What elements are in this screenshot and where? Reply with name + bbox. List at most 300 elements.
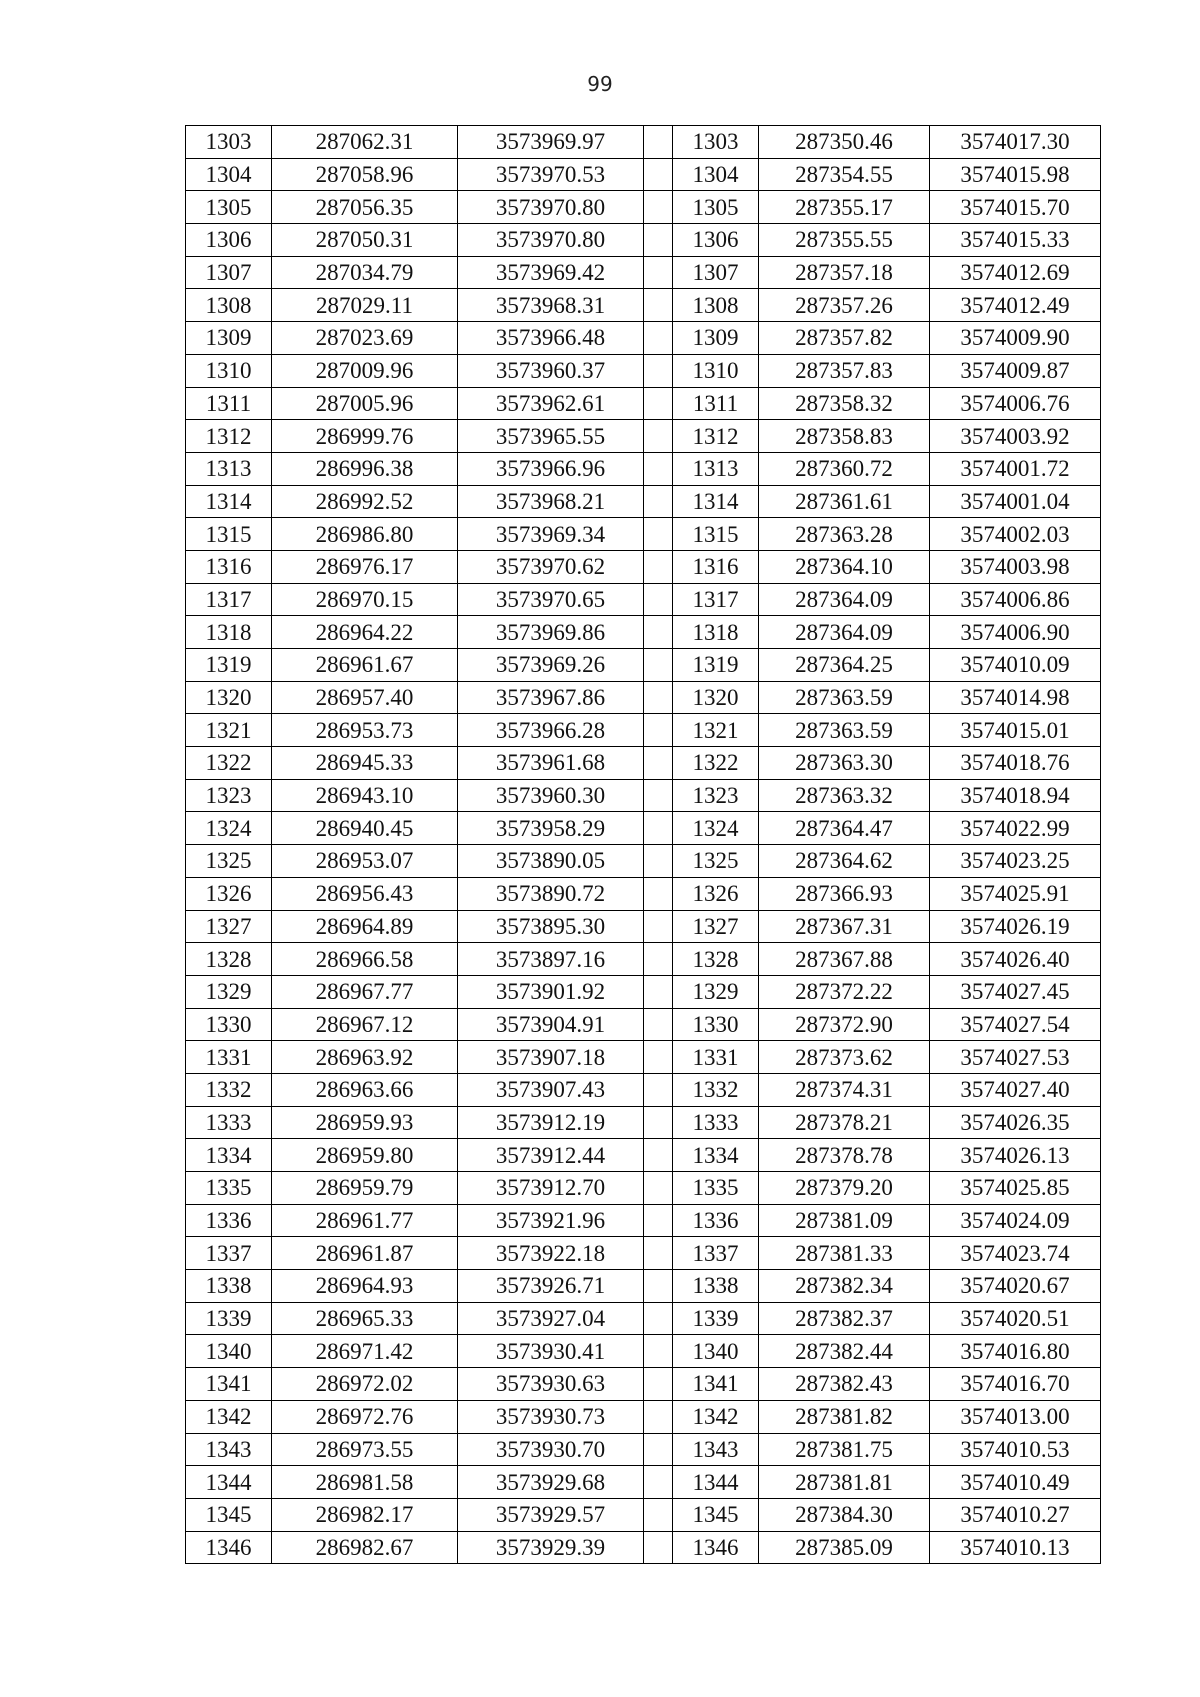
right-x-coordinate-cell: 287381.82	[759, 1400, 930, 1433]
right-point-number-cell: 1338	[673, 1270, 759, 1303]
left-point-number-cell: 1306	[186, 224, 272, 257]
left-x-coordinate-cell: 286963.66	[272, 1073, 458, 1106]
right-point-number-cell: 1337	[673, 1237, 759, 1270]
separator-cell	[644, 289, 673, 322]
right-x-coordinate-cell: 287381.33	[759, 1237, 930, 1270]
left-y-coordinate-cell: 3573930.41	[458, 1335, 644, 1368]
table-row	[186, 518, 1101, 551]
separator-cell	[644, 1531, 673, 1564]
separator-cell	[644, 485, 673, 518]
left-x-coordinate-cell: 286982.17	[272, 1498, 458, 1531]
right-x-coordinate-cell: 287364.10	[759, 550, 930, 583]
left-point-number-cell: 1335	[186, 1172, 272, 1205]
left-x-coordinate-cell: 286957.40	[272, 681, 458, 714]
separator-cell	[644, 1073, 673, 1106]
right-y-coordinate-cell: 3574025.91	[930, 877, 1101, 910]
right-point-number-cell: 1334	[673, 1139, 759, 1172]
right-point-number-cell: 1304	[673, 158, 759, 191]
left-point-number-cell: 1314	[186, 485, 272, 518]
separator-cell	[644, 354, 673, 387]
right-point-number-cell: 1342	[673, 1400, 759, 1433]
right-point-number-cell: 1333	[673, 1106, 759, 1139]
table-row	[186, 1531, 1101, 1564]
right-y-coordinate-cell: 3574016.70	[930, 1368, 1101, 1401]
table-row	[186, 1270, 1101, 1303]
left-point-number-cell: 1315	[186, 518, 272, 551]
left-x-coordinate-cell: 286967.12	[272, 1008, 458, 1041]
separator-cell	[644, 812, 673, 845]
right-x-coordinate-cell: 287366.93	[759, 877, 930, 910]
left-point-number-cell: 1340	[186, 1335, 272, 1368]
right-point-number-cell: 1310	[673, 354, 759, 387]
right-x-coordinate-cell: 287364.47	[759, 812, 930, 845]
left-y-coordinate-cell: 3573921.96	[458, 1204, 644, 1237]
left-y-coordinate-cell: 3573967.86	[458, 681, 644, 714]
left-point-number-cell: 1333	[186, 1106, 272, 1139]
table-row	[186, 714, 1101, 747]
left-point-number-cell: 1322	[186, 747, 272, 780]
table-row	[186, 975, 1101, 1008]
right-x-coordinate-cell: 287358.32	[759, 387, 930, 420]
separator-cell	[644, 845, 673, 878]
separator-cell	[644, 1368, 673, 1401]
separator-cell	[644, 779, 673, 812]
right-y-coordinate-cell: 3574010.27	[930, 1498, 1101, 1531]
table-row	[186, 191, 1101, 224]
left-x-coordinate-cell: 286961.87	[272, 1237, 458, 1270]
separator-cell	[644, 452, 673, 485]
separator-cell	[644, 714, 673, 747]
right-x-coordinate-cell: 287378.21	[759, 1106, 930, 1139]
left-y-coordinate-cell: 3573958.29	[458, 812, 644, 845]
table-row	[186, 1368, 1101, 1401]
right-x-coordinate-cell: 287379.20	[759, 1172, 930, 1205]
separator-cell	[644, 420, 673, 453]
right-x-coordinate-cell: 287378.78	[759, 1139, 930, 1172]
right-point-number-cell: 1308	[673, 289, 759, 322]
left-y-coordinate-cell: 3573970.80	[458, 191, 644, 224]
right-y-coordinate-cell: 3574001.72	[930, 452, 1101, 485]
left-x-coordinate-cell: 286976.17	[272, 550, 458, 583]
right-y-coordinate-cell: 3574026.40	[930, 943, 1101, 976]
left-point-number-cell: 1345	[186, 1498, 272, 1531]
right-x-coordinate-cell: 287361.61	[759, 485, 930, 518]
left-point-number-cell: 1310	[186, 354, 272, 387]
left-x-coordinate-cell: 286963.92	[272, 1041, 458, 1074]
right-point-number-cell: 1309	[673, 322, 759, 355]
table-row	[186, 224, 1101, 257]
right-y-coordinate-cell: 3574020.67	[930, 1270, 1101, 1303]
table-row	[186, 812, 1101, 845]
separator-cell	[644, 191, 673, 224]
left-point-number-cell: 1319	[186, 649, 272, 682]
table-row	[186, 877, 1101, 910]
table-row	[186, 779, 1101, 812]
right-point-number-cell: 1307	[673, 256, 759, 289]
left-y-coordinate-cell: 3573969.26	[458, 649, 644, 682]
right-x-coordinate-cell: 287357.26	[759, 289, 930, 322]
right-point-number-cell: 1336	[673, 1204, 759, 1237]
left-x-coordinate-cell: 286964.93	[272, 1270, 458, 1303]
right-point-number-cell: 1312	[673, 420, 759, 453]
right-y-coordinate-cell: 3574003.98	[930, 550, 1101, 583]
left-x-coordinate-cell: 286996.38	[272, 452, 458, 485]
right-x-coordinate-cell: 287382.37	[759, 1302, 930, 1335]
left-y-coordinate-cell: 3573929.39	[458, 1531, 644, 1564]
left-x-coordinate-cell: 287056.35	[272, 191, 458, 224]
right-point-number-cell: 1314	[673, 485, 759, 518]
left-y-coordinate-cell: 3573969.42	[458, 256, 644, 289]
right-x-coordinate-cell: 287357.18	[759, 256, 930, 289]
right-x-coordinate-cell: 287381.81	[759, 1466, 930, 1499]
right-y-coordinate-cell: 3574013.00	[930, 1400, 1101, 1433]
right-point-number-cell: 1345	[673, 1498, 759, 1531]
right-point-number-cell: 1317	[673, 583, 759, 616]
left-y-coordinate-cell: 3573960.30	[458, 779, 644, 812]
right-x-coordinate-cell: 287385.09	[759, 1531, 930, 1564]
left-point-number-cell: 1304	[186, 158, 272, 191]
right-y-coordinate-cell: 3574026.35	[930, 1106, 1101, 1139]
left-x-coordinate-cell: 286965.33	[272, 1302, 458, 1335]
right-x-coordinate-cell: 287364.25	[759, 649, 930, 682]
right-y-coordinate-cell: 3574001.04	[930, 485, 1101, 518]
right-point-number-cell: 1341	[673, 1368, 759, 1401]
table-row	[186, 681, 1101, 714]
separator-cell	[644, 583, 673, 616]
left-point-number-cell: 1309	[186, 322, 272, 355]
right-y-coordinate-cell: 3574012.49	[930, 289, 1101, 322]
separator-cell	[644, 224, 673, 257]
right-y-coordinate-cell: 3574006.76	[930, 387, 1101, 420]
coordinates-table-body	[186, 126, 1101, 1564]
left-point-number-cell: 1307	[186, 256, 272, 289]
left-x-coordinate-cell: 287058.96	[272, 158, 458, 191]
left-point-number-cell: 1305	[186, 191, 272, 224]
left-point-number-cell: 1327	[186, 910, 272, 943]
left-x-coordinate-cell: 287009.96	[272, 354, 458, 387]
left-x-coordinate-cell: 286986.80	[272, 518, 458, 551]
right-point-number-cell: 1332	[673, 1073, 759, 1106]
right-y-coordinate-cell: 3574010.09	[930, 649, 1101, 682]
left-x-coordinate-cell: 286982.67	[272, 1531, 458, 1564]
right-y-coordinate-cell: 3574027.45	[930, 975, 1101, 1008]
table-row	[186, 910, 1101, 943]
right-point-number-cell: 1330	[673, 1008, 759, 1041]
table-row	[186, 943, 1101, 976]
table-row	[186, 452, 1101, 485]
separator-cell	[644, 322, 673, 355]
right-x-coordinate-cell: 287364.09	[759, 616, 930, 649]
left-y-coordinate-cell: 3573929.57	[458, 1498, 644, 1531]
right-point-number-cell: 1313	[673, 452, 759, 485]
table-row	[186, 289, 1101, 322]
separator-cell	[644, 975, 673, 1008]
table-row	[186, 1172, 1101, 1205]
right-x-coordinate-cell: 287358.83	[759, 420, 930, 453]
right-point-number-cell: 1311	[673, 387, 759, 420]
left-x-coordinate-cell: 286966.58	[272, 943, 458, 976]
table-row	[186, 420, 1101, 453]
left-point-number-cell: 1308	[186, 289, 272, 322]
right-x-coordinate-cell: 287367.88	[759, 943, 930, 976]
left-y-coordinate-cell: 3573969.86	[458, 616, 644, 649]
right-y-coordinate-cell: 3574003.92	[930, 420, 1101, 453]
right-x-coordinate-cell: 287372.90	[759, 1008, 930, 1041]
table-row	[186, 354, 1101, 387]
right-x-coordinate-cell: 287382.44	[759, 1335, 930, 1368]
left-y-coordinate-cell: 3573901.92	[458, 975, 644, 1008]
right-y-coordinate-cell: 3574014.98	[930, 681, 1101, 714]
right-y-coordinate-cell: 3574027.54	[930, 1008, 1101, 1041]
left-y-coordinate-cell: 3573970.62	[458, 550, 644, 583]
left-y-coordinate-cell: 3573912.19	[458, 1106, 644, 1139]
left-x-coordinate-cell: 287023.69	[272, 322, 458, 355]
separator-cell	[644, 649, 673, 682]
left-x-coordinate-cell: 286981.58	[272, 1466, 458, 1499]
left-point-number-cell: 1344	[186, 1466, 272, 1499]
right-point-number-cell: 1322	[673, 747, 759, 780]
left-x-coordinate-cell: 286953.07	[272, 845, 458, 878]
table-row	[186, 845, 1101, 878]
left-x-coordinate-cell: 286959.80	[272, 1139, 458, 1172]
separator-cell	[644, 1204, 673, 1237]
left-y-coordinate-cell: 3573922.18	[458, 1237, 644, 1270]
right-point-number-cell: 1306	[673, 224, 759, 257]
right-x-coordinate-cell: 287364.09	[759, 583, 930, 616]
separator-cell	[644, 387, 673, 420]
left-y-coordinate-cell: 3573965.55	[458, 420, 644, 453]
right-point-number-cell: 1305	[673, 191, 759, 224]
left-point-number-cell: 1343	[186, 1433, 272, 1466]
separator-cell	[644, 126, 673, 159]
left-x-coordinate-cell: 286967.77	[272, 975, 458, 1008]
right-point-number-cell: 1346	[673, 1531, 759, 1564]
table-row	[186, 485, 1101, 518]
left-y-coordinate-cell: 3573962.61	[458, 387, 644, 420]
left-y-coordinate-cell: 3573966.96	[458, 452, 644, 485]
left-point-number-cell: 1346	[186, 1531, 272, 1564]
right-y-coordinate-cell: 3574015.70	[930, 191, 1101, 224]
right-x-coordinate-cell: 287373.62	[759, 1041, 930, 1074]
separator-cell	[644, 747, 673, 780]
right-point-number-cell: 1320	[673, 681, 759, 714]
left-y-coordinate-cell: 3573968.31	[458, 289, 644, 322]
right-x-coordinate-cell: 287374.31	[759, 1073, 930, 1106]
separator-cell	[644, 1008, 673, 1041]
left-point-number-cell: 1338	[186, 1270, 272, 1303]
separator-cell	[644, 158, 673, 191]
left-y-coordinate-cell: 3573904.91	[458, 1008, 644, 1041]
separator-cell	[644, 1466, 673, 1499]
table-row	[186, 1335, 1101, 1368]
left-y-coordinate-cell: 3573969.97	[458, 126, 644, 159]
separator-cell	[644, 1172, 673, 1205]
separator-cell	[644, 1237, 673, 1270]
coordinates-table	[185, 125, 1101, 1564]
right-point-number-cell: 1319	[673, 649, 759, 682]
left-x-coordinate-cell: 286959.79	[272, 1172, 458, 1205]
right-x-coordinate-cell: 287350.46	[759, 126, 930, 159]
right-x-coordinate-cell: 287363.32	[759, 779, 930, 812]
right-x-coordinate-cell: 287382.34	[759, 1270, 930, 1303]
left-x-coordinate-cell: 286964.22	[272, 616, 458, 649]
left-x-coordinate-cell: 286970.15	[272, 583, 458, 616]
table-row	[186, 616, 1101, 649]
right-x-coordinate-cell: 287363.28	[759, 518, 930, 551]
separator-cell	[644, 1433, 673, 1466]
right-point-number-cell: 1303	[673, 126, 759, 159]
left-point-number-cell: 1341	[186, 1368, 272, 1401]
right-point-number-cell: 1321	[673, 714, 759, 747]
right-point-number-cell: 1325	[673, 845, 759, 878]
right-x-coordinate-cell: 287384.30	[759, 1498, 930, 1531]
separator-cell	[644, 1270, 673, 1303]
left-x-coordinate-cell: 286972.76	[272, 1400, 458, 1433]
left-x-coordinate-cell: 286953.73	[272, 714, 458, 747]
right-point-number-cell: 1328	[673, 943, 759, 976]
left-x-coordinate-cell: 286961.77	[272, 1204, 458, 1237]
left-point-number-cell: 1334	[186, 1139, 272, 1172]
separator-cell	[644, 681, 673, 714]
table-row	[186, 1041, 1101, 1074]
left-point-number-cell: 1324	[186, 812, 272, 845]
separator-cell	[644, 943, 673, 976]
table-row	[186, 1008, 1101, 1041]
left-point-number-cell: 1303	[186, 126, 272, 159]
right-x-coordinate-cell: 287355.55	[759, 224, 930, 257]
separator-cell	[644, 518, 673, 551]
right-x-coordinate-cell: 287381.75	[759, 1433, 930, 1466]
left-y-coordinate-cell: 3573970.80	[458, 224, 644, 257]
right-point-number-cell: 1339	[673, 1302, 759, 1335]
right-y-coordinate-cell: 3574027.40	[930, 1073, 1101, 1106]
left-y-coordinate-cell: 3573970.65	[458, 583, 644, 616]
right-y-coordinate-cell: 3574018.94	[930, 779, 1101, 812]
left-x-coordinate-cell: 286999.76	[272, 420, 458, 453]
right-point-number-cell: 1324	[673, 812, 759, 845]
separator-cell	[644, 1139, 673, 1172]
right-point-number-cell: 1329	[673, 975, 759, 1008]
right-y-coordinate-cell: 3574015.98	[930, 158, 1101, 191]
left-y-coordinate-cell: 3573912.44	[458, 1139, 644, 1172]
left-x-coordinate-cell: 286956.43	[272, 877, 458, 910]
right-point-number-cell: 1331	[673, 1041, 759, 1074]
right-y-coordinate-cell: 3574015.33	[930, 224, 1101, 257]
left-y-coordinate-cell: 3573890.72	[458, 877, 644, 910]
left-y-coordinate-cell: 3573895.30	[458, 910, 644, 943]
right-y-coordinate-cell: 3574015.01	[930, 714, 1101, 747]
separator-cell	[644, 1498, 673, 1531]
left-y-coordinate-cell: 3573890.05	[458, 845, 644, 878]
left-point-number-cell: 1330	[186, 1008, 272, 1041]
left-y-coordinate-cell: 3573929.68	[458, 1466, 644, 1499]
right-point-number-cell: 1318	[673, 616, 759, 649]
left-y-coordinate-cell: 3573927.04	[458, 1302, 644, 1335]
left-point-number-cell: 1329	[186, 975, 272, 1008]
right-y-coordinate-cell: 3574026.19	[930, 910, 1101, 943]
separator-cell	[644, 256, 673, 289]
right-x-coordinate-cell: 287363.59	[759, 681, 930, 714]
table-row	[186, 1073, 1101, 1106]
table-row	[186, 1302, 1101, 1335]
left-point-number-cell: 1313	[186, 452, 272, 485]
left-y-coordinate-cell: 3573966.48	[458, 322, 644, 355]
right-point-number-cell: 1326	[673, 877, 759, 910]
right-y-coordinate-cell: 3574027.53	[930, 1041, 1101, 1074]
left-point-number-cell: 1316	[186, 550, 272, 583]
left-point-number-cell: 1328	[186, 943, 272, 976]
table-row	[186, 1106, 1101, 1139]
left-point-number-cell: 1339	[186, 1302, 272, 1335]
left-point-number-cell: 1320	[186, 681, 272, 714]
right-x-coordinate-cell: 287372.22	[759, 975, 930, 1008]
left-point-number-cell: 1321	[186, 714, 272, 747]
left-y-coordinate-cell: 3573968.21	[458, 485, 644, 518]
table-row	[186, 550, 1101, 583]
right-x-coordinate-cell: 287357.83	[759, 354, 930, 387]
separator-cell	[644, 1302, 673, 1335]
left-x-coordinate-cell: 287034.79	[272, 256, 458, 289]
left-y-coordinate-cell: 3573960.37	[458, 354, 644, 387]
separator-cell	[644, 1106, 673, 1139]
left-x-coordinate-cell: 286940.45	[272, 812, 458, 845]
left-y-coordinate-cell: 3573912.70	[458, 1172, 644, 1205]
separator-cell	[644, 616, 673, 649]
table-row	[186, 649, 1101, 682]
left-y-coordinate-cell: 3573930.63	[458, 1368, 644, 1401]
left-point-number-cell: 1323	[186, 779, 272, 812]
left-y-coordinate-cell: 3573961.68	[458, 747, 644, 780]
left-x-coordinate-cell: 286971.42	[272, 1335, 458, 1368]
table-row	[186, 1466, 1101, 1499]
left-point-number-cell: 1317	[186, 583, 272, 616]
left-x-coordinate-cell: 286964.89	[272, 910, 458, 943]
left-x-coordinate-cell: 286961.67	[272, 649, 458, 682]
page-number: 99	[587, 72, 613, 96]
right-x-coordinate-cell: 287363.59	[759, 714, 930, 747]
left-point-number-cell: 1332	[186, 1073, 272, 1106]
right-y-coordinate-cell: 3574023.74	[930, 1237, 1101, 1270]
left-x-coordinate-cell: 287029.11	[272, 289, 458, 322]
separator-cell	[644, 1400, 673, 1433]
separator-cell	[644, 877, 673, 910]
right-y-coordinate-cell: 3574024.09	[930, 1204, 1101, 1237]
right-y-coordinate-cell: 3574009.87	[930, 354, 1101, 387]
table-row	[186, 583, 1101, 616]
right-y-coordinate-cell: 3574016.80	[930, 1335, 1101, 1368]
right-y-coordinate-cell: 3574018.76	[930, 747, 1101, 780]
left-y-coordinate-cell: 3573969.34	[458, 518, 644, 551]
separator-cell	[644, 1041, 673, 1074]
separator-cell	[644, 1335, 673, 1368]
left-point-number-cell: 1318	[186, 616, 272, 649]
right-y-coordinate-cell: 3574017.30	[930, 126, 1101, 159]
right-y-coordinate-cell: 3574010.13	[930, 1531, 1101, 1564]
right-point-number-cell: 1335	[673, 1172, 759, 1205]
left-point-number-cell: 1331	[186, 1041, 272, 1074]
right-y-coordinate-cell: 3574020.51	[930, 1302, 1101, 1335]
left-y-coordinate-cell: 3573970.53	[458, 158, 644, 191]
right-point-number-cell: 1323	[673, 779, 759, 812]
right-x-coordinate-cell: 287357.82	[759, 322, 930, 355]
right-y-coordinate-cell: 3574006.86	[930, 583, 1101, 616]
table-row	[186, 1139, 1101, 1172]
left-x-coordinate-cell: 286943.10	[272, 779, 458, 812]
left-y-coordinate-cell: 3573907.18	[458, 1041, 644, 1074]
left-point-number-cell: 1325	[186, 845, 272, 878]
left-x-coordinate-cell: 286992.52	[272, 485, 458, 518]
separator-cell	[644, 550, 673, 583]
